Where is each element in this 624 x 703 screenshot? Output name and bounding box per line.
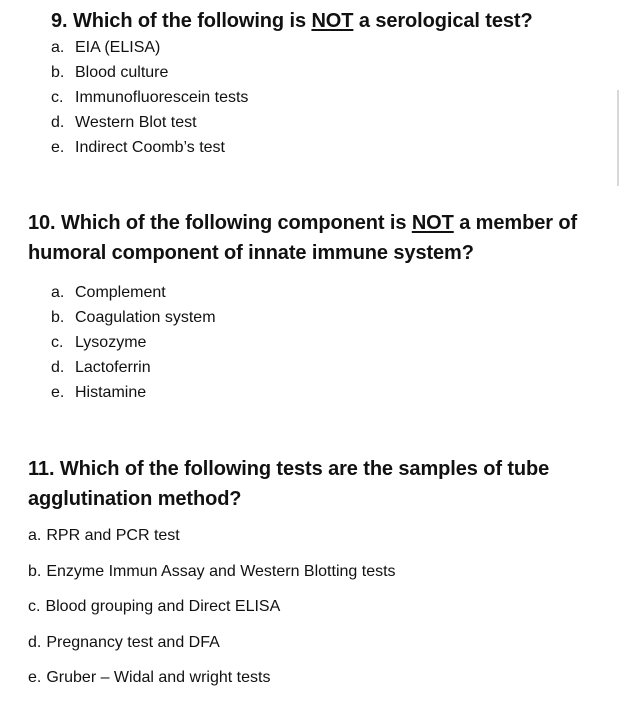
question-text: Which of the following tests are the samples of tube agglutination method? xyxy=(28,458,550,510)
option-text: Lysozyme xyxy=(75,334,147,351)
question-text-after: a serological test? xyxy=(358,10,533,32)
option-letter: e. xyxy=(51,384,65,401)
option-letter: c. xyxy=(51,334,64,351)
question-9-heading xyxy=(51,6,533,36)
option-text: Blood culture xyxy=(75,64,169,81)
question-number: 9. xyxy=(51,10,68,32)
option-text: Lactoferrin xyxy=(75,359,151,376)
option-a[interactable] xyxy=(51,37,248,62)
question-text-before: Which of the following component is xyxy=(60,212,407,234)
option-text: Blood grouping and Direct ELISA xyxy=(45,598,281,615)
option-letter: d. xyxy=(51,114,65,131)
option-b[interactable] xyxy=(51,307,216,332)
option-letter: b. xyxy=(28,562,42,580)
option-text: Immunofluorescein tests xyxy=(75,89,249,106)
option-letter: b. xyxy=(51,64,65,81)
option-letter: d. xyxy=(51,359,65,376)
option-text: Coagulation system xyxy=(75,309,216,326)
option-text: Indirect Coomb’s test xyxy=(75,139,225,156)
option-c[interactable] xyxy=(28,596,396,632)
question-10-heading xyxy=(28,208,624,268)
question-emphasis-not: NOT xyxy=(411,212,454,234)
question-text-before: Which of the following is xyxy=(72,10,306,32)
option-d[interactable] xyxy=(28,632,396,668)
option-text: Histamine xyxy=(75,384,147,401)
question-11-options xyxy=(28,525,396,703)
option-e[interactable] xyxy=(28,667,396,703)
question-text-after: a member of humoral component of innate immune system? xyxy=(28,212,578,264)
option-a[interactable] xyxy=(51,282,216,307)
option-letter: c. xyxy=(51,89,64,106)
option-text: Pregnancy test and DFA xyxy=(46,633,220,651)
option-text: Enzyme Immun Assay and Western Blotting tests xyxy=(46,562,396,580)
option-letter: a. xyxy=(51,39,65,56)
option-c[interactable] xyxy=(51,87,248,112)
option-letter: a. xyxy=(28,527,42,544)
question-11-heading xyxy=(28,454,618,514)
option-letter: d. xyxy=(28,633,42,651)
question-number: 11. xyxy=(28,458,55,480)
option-letter: e. xyxy=(28,669,42,686)
option-d[interactable] xyxy=(51,112,248,137)
option-text: Complement xyxy=(75,284,166,301)
question-10-options xyxy=(51,282,216,407)
option-text: EIA (ELISA) xyxy=(75,39,161,56)
page-edge-divider xyxy=(617,90,619,186)
option-e[interactable] xyxy=(51,137,248,162)
question-emphasis-not: NOT xyxy=(311,10,354,32)
option-letter: b. xyxy=(51,309,65,326)
option-a[interactable] xyxy=(28,525,396,561)
option-letter: e. xyxy=(51,139,65,156)
question-9-options xyxy=(51,37,248,162)
option-letter: c. xyxy=(28,598,41,615)
option-text: RPR and PCR test xyxy=(46,527,180,544)
option-letter: a. xyxy=(51,284,65,301)
option-d[interactable] xyxy=(51,357,216,382)
option-b[interactable] xyxy=(51,62,248,87)
option-b[interactable] xyxy=(28,561,396,597)
option-e[interactable] xyxy=(51,382,216,407)
option-text: Western Blot test xyxy=(75,114,197,131)
question-number: 10. xyxy=(28,212,56,234)
option-c[interactable] xyxy=(51,332,216,357)
option-text: Gruber – Widal and wright tests xyxy=(46,669,271,686)
